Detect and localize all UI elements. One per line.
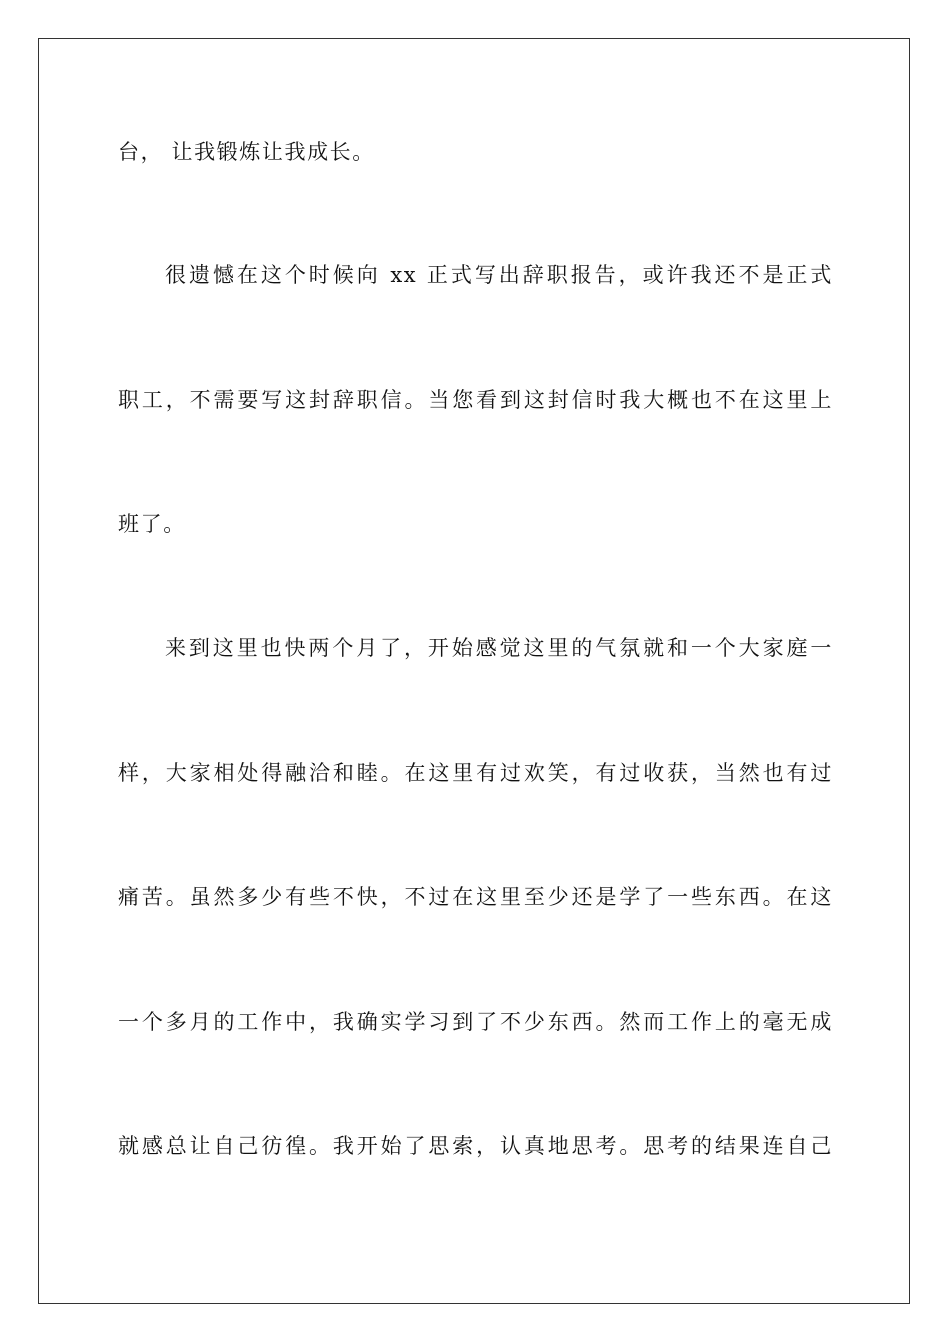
text-line-6: 样，大家相处得融洽和睦。在这里有过欢笑，有过收获，当然也有过 — [118, 761, 833, 785]
page-frame — [38, 38, 910, 1304]
text-line-7: 痛苦。虽然多少有些不快，不过在这里至少还是学了一些东西。在这 — [118, 885, 833, 909]
text-line-2: 很遗憾在这个时候向 xx 正式写出辞职报告，或许我还不是正式 — [165, 263, 833, 287]
text-line-3: 职工，不需要写这封辞职信。当您看到这封信时我大概也不在这里上 — [118, 388, 833, 412]
text-line-4: 班了。 — [118, 512, 186, 536]
text-line-5: 来到这里也快两个月了，开始感觉这里的气氛就和一个大家庭一 — [165, 636, 833, 660]
text-line-9: 就感总让自己彷徨。我开始了思索，认真地思考。思考的结果连自己 — [118, 1134, 833, 1158]
text-line-8: 一个多月的工作中，我确实学习到了不少东西。然而工作上的毫无成 — [118, 1010, 833, 1034]
text-line-1: 台， 让我锻炼让我成长。 — [118, 140, 375, 164]
